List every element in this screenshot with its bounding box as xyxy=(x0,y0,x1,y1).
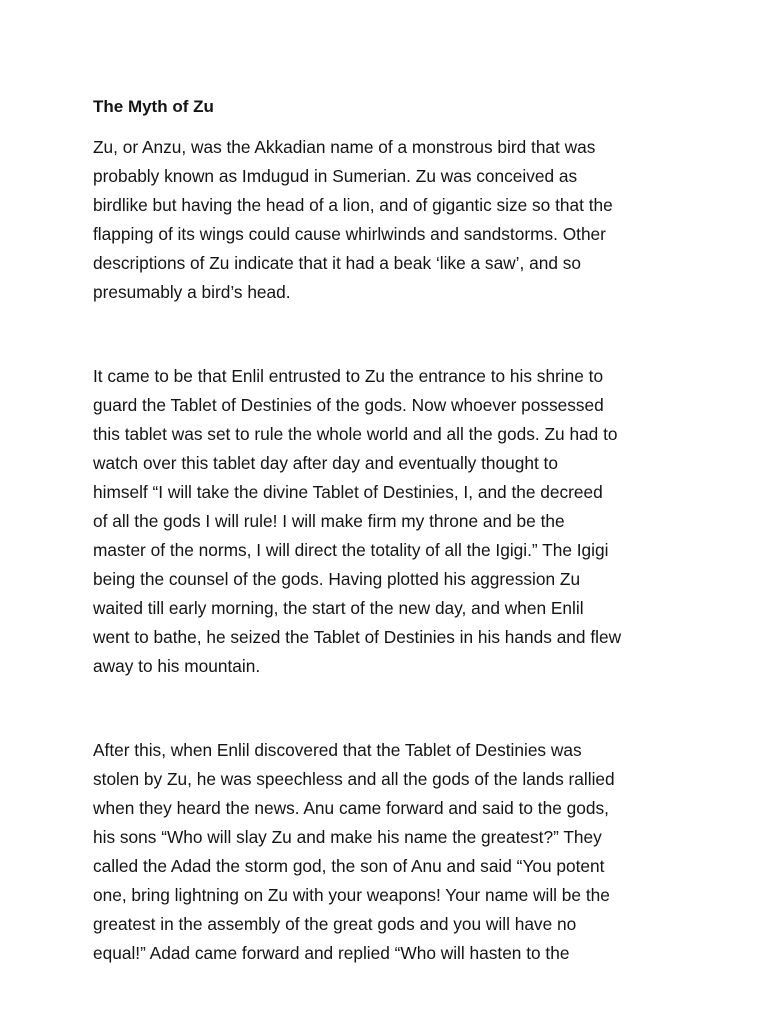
text-line: guard the Tablet of Destinies of the gods. Now whoever possessed xyxy=(93,395,604,415)
text-line: himself “I will take the divine Tablet of Destinies, I, and the decreed xyxy=(93,482,603,502)
paragraph-spacer xyxy=(93,307,693,362)
document-body xyxy=(93,92,693,968)
text-line: greatest in the assembly of the great gods and you will have no xyxy=(93,914,577,934)
text-line: went to bathe, he seized the Tablet of Destinies in his hands and flew xyxy=(93,627,622,647)
text-line: Zu, or Anzu, was the Akkadian name of a monstrous bird that was xyxy=(93,137,596,157)
text-line: watch over this tablet day after day and eventually thought to xyxy=(93,453,558,473)
text-line: It came to be that Enlil entrusted to Zu the entrance to his shrine to xyxy=(93,366,604,386)
text-line: of all the gods I will rule! I will make firm my throne and be the xyxy=(93,511,565,531)
text-line: away to his mountain. xyxy=(93,656,261,676)
text-line: waited till early morning, the start of the new day, and when Enlil xyxy=(93,598,584,618)
document-title: The Myth of Zu xyxy=(93,97,214,116)
paragraph-3 xyxy=(93,736,693,968)
text-line: presumably a bird’s head. xyxy=(93,282,291,302)
text-line: descriptions of Zu indicate that it had a beak ‘like a saw’, and so xyxy=(93,253,581,273)
paragraph-spacer xyxy=(93,681,693,736)
paragraph-1 xyxy=(93,133,693,307)
text-line: this tablet was set to rule the whole world and all the gods. Zu had to xyxy=(93,424,618,444)
text-line: stolen by Zu, he was speechless and all the gods of the lands rallied xyxy=(93,769,615,789)
text-line: master of the norms, I will direct the totality of all the Igigi.” The Igigi xyxy=(93,540,609,560)
text-line: being the counsel of the gods. Having plotted his aggression Zu xyxy=(93,569,581,589)
text-line: one, bring lightning on Zu with your weapons! Your name will be the xyxy=(93,885,610,905)
text-line: birdlike but having the head of a lion, and of gigantic size so that the xyxy=(93,195,613,215)
text-line: flapping of its wings could cause whirlwinds and sandstorms. Other xyxy=(93,224,606,244)
text-line: equal!” Adad came forward and replied “Who will hasten to the xyxy=(93,943,570,963)
text-line: when they heard the news. Anu came forward and said to the gods, xyxy=(93,798,609,818)
paragraph-2 xyxy=(93,362,693,681)
text-line: probably known as Imdugud in Sumerian. Zu was conceived as xyxy=(93,166,578,186)
text-line: his sons “Who will slay Zu and make his name the greatest?” They xyxy=(93,827,602,847)
text-line: After this, when Enlil discovered that the Tablet of Destinies was xyxy=(93,740,582,760)
text-line: called the Adad the storm god, the son of Anu and said “You potent xyxy=(93,856,605,876)
